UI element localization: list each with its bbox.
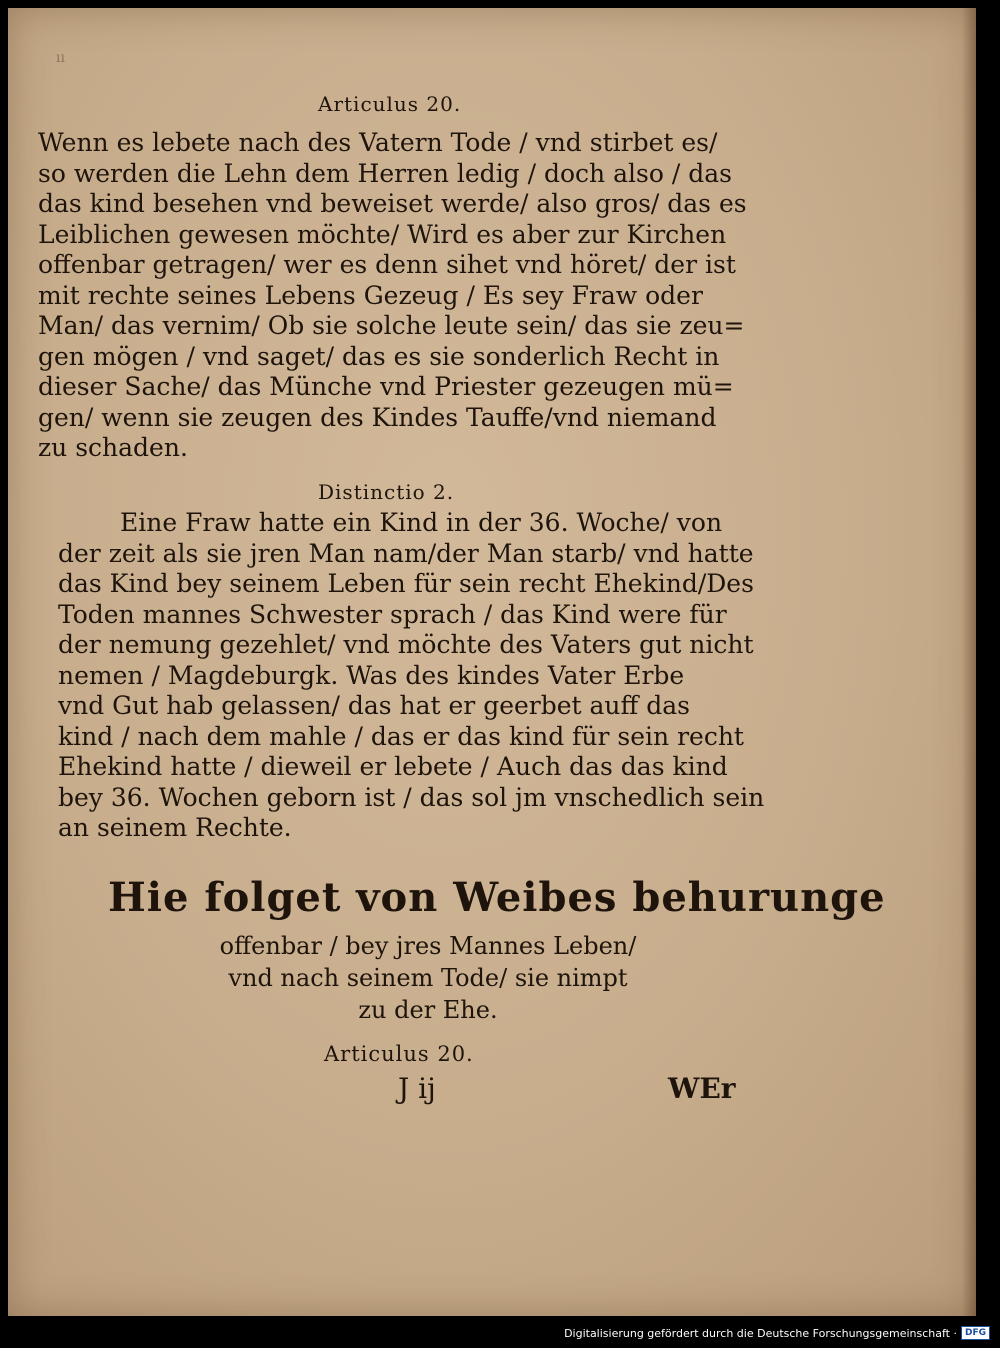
running-header: Articulus 20.: [318, 92, 462, 116]
paragraph-1-line: dieser Sache/ das Münche vnd Priester gezeugen mü=: [38, 372, 734, 401]
chapter-subheading: [168, 930, 688, 1026]
paragraph-1-line: zu schaden.: [38, 433, 188, 462]
catchword: WEr: [668, 1072, 736, 1105]
paragraph-1-line: so werden die Lehn dem Herren ledig / doch also / das: [38, 158, 732, 188]
paragraph-2: [58, 508, 778, 844]
paragraph-2-line: das Kind bey seinem Leben für sein recht Ehekind/Des: [58, 569, 754, 598]
paragraph-1-line: gen mögen / vnd saget/ das es sie sonderlich Recht in: [38, 341, 720, 371]
paragraph-1-line: mit rechte seines Lebens Gezeug / Es sey Fraw oder: [38, 280, 703, 310]
paragraph-1-line: Man/ das vernim/ Ob sie solche leute sein/ das sie zeu=: [38, 311, 745, 340]
paragraph-2-line: nemen / Magdeburgk. Was des kindes Vater Erbe: [58, 660, 685, 690]
funding-footer: [564, 1326, 990, 1340]
paragraph-1: [38, 128, 768, 464]
chapter-subheading-line: offenbar / bey jres Mannes Leben/: [219, 932, 637, 960]
chapter-subheading-line: vnd nach seinem Tode/ sie nimpt: [228, 964, 628, 992]
chapter-heading: Hie folget von Weibes behurunge: [108, 874, 886, 921]
paragraph-2-line: Ehekind hatte / dieweil er lebete / Auch das das kind: [58, 752, 728, 781]
funding-text: Digitalisierung gefördert durch die Deutsche Forschungsgemeinschaft ·: [564, 1326, 957, 1340]
paragraph-2-line: an seinem Rechte.: [58, 813, 292, 842]
paragraph-1-line: gen/ wenn sie zeugen des Kindes Tauffe/vnd niemand: [38, 402, 717, 432]
paragraph-2-line: der nemung gezehlet/ vnd möchte des Vaters gut nicht: [58, 630, 754, 659]
paragraph-2-line: bey 36. Wochen geborn ist / das sol jm vnschedlich sein: [58, 782, 765, 812]
paragraph-2-line: der zeit als sie jren Man nam/der Man starb/ vnd hatte: [58, 538, 754, 568]
chapter-subheading-line: zu der Ehe.: [358, 996, 498, 1024]
paragraph-1-line: das kind besehen vnd beweiset werde/ also gros/ das es: [38, 189, 747, 218]
article-heading-bottom: Articulus 20.: [324, 1042, 474, 1066]
paragraph-1-line: Leiblichen gewesen möchte/ Wird es aber zur Kirchen: [38, 219, 727, 249]
dfg-logo: DFG: [961, 1326, 990, 1340]
margin-mark: ıı: [56, 50, 65, 66]
signature-mark: J ij: [398, 1072, 436, 1105]
page-edge-shadow: [962, 8, 976, 1316]
paragraph-2-line: Toden mannes Schwester sprach / das Kind were für: [58, 599, 727, 629]
section-heading-distinctio: Distinctio 2.: [318, 480, 455, 504]
paragraph-1-line: offenbar getragen/ wer es denn sihet vnd höret/ der ist: [38, 250, 736, 279]
paragraph-2-line: kind / nach dem mahle / das er das kind für sein recht: [58, 721, 744, 751]
paragraph-2-line: vnd Gut hab gelassen/ das hat er geerbet auff das: [58, 691, 690, 720]
paragraph-1-line: Wenn es lebete nach des Vatern Tode / vnd stirbet es/: [38, 128, 718, 157]
book-page: [8, 8, 976, 1316]
paragraph-2-line: Eine Fraw hatte ein Kind in der 36. Woche/ von: [120, 508, 723, 537]
